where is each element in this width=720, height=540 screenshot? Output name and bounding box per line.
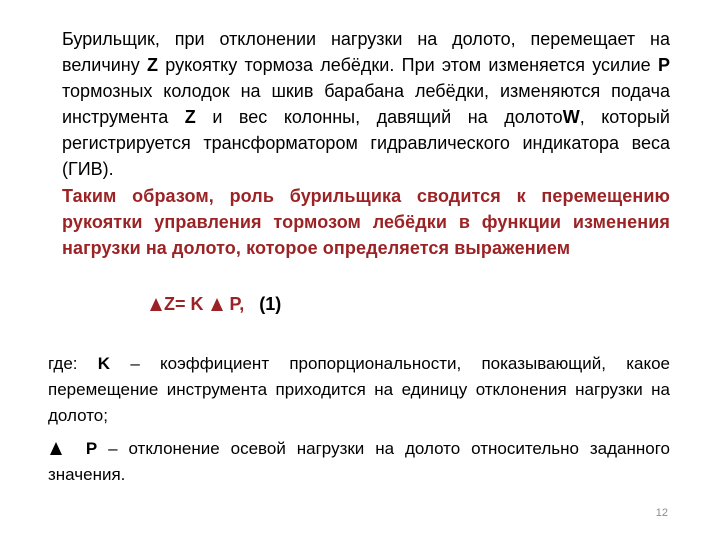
formula-part-1: Z= K [164, 294, 204, 314]
page-number: 12 [655, 507, 668, 519]
delta-icon [211, 298, 223, 311]
p1-var-p: P [657, 55, 670, 75]
p1-var-w: W [562, 107, 580, 127]
paragraph-driller-role [62, 183, 670, 261]
paragraph-p-definition [48, 436, 670, 488]
delta-icon [150, 298, 162, 311]
p1-text-4: и вес колонны, давящий на долото [212, 107, 563, 127]
p1-text-2: рукоятку тормоза лебёдки. При этом изменяется усилие [165, 55, 651, 75]
paragraph-k-definition [48, 351, 670, 429]
p3-text-1: где: [48, 354, 78, 373]
p1-text-5: , который регистрируется трансформатором гидравлического индикатора веса (ГИВ). [62, 107, 670, 179]
formula-number: (1) [259, 294, 282, 314]
formula-part-2: P, [229, 294, 245, 314]
formula [148, 294, 281, 315]
p4-text: – отклонение осевой нагрузки на долото относительно заданного значения. [48, 439, 670, 484]
delta-icon [50, 442, 62, 455]
p3-var-k: K [97, 354, 111, 373]
p1-text-3: тормозных колодок на шкив барабана лебёдки, изменяются подача инструмента [62, 81, 670, 127]
p1-text-1: Бурильщик, при отклонении нагрузки на долото, перемещает на величину [62, 29, 670, 75]
p4-var-p: P [85, 439, 98, 458]
p3-text-2: – коэффициент пропорциональности, показывающий, какое перемещение инструмента приходится на единицу отклонения нагрузки на долото; [48, 354, 670, 425]
p1-var-z-2: Z [184, 107, 196, 127]
p1-var-z: Z [147, 55, 158, 75]
p2-text: Таким образом, роль бурильщика сводится к перемещению рукоятки управления тормозом лебёдки в функции изменения нагрузки на долото, которое определяется выражением [62, 186, 670, 258]
paragraph-driller-action [62, 26, 670, 182]
